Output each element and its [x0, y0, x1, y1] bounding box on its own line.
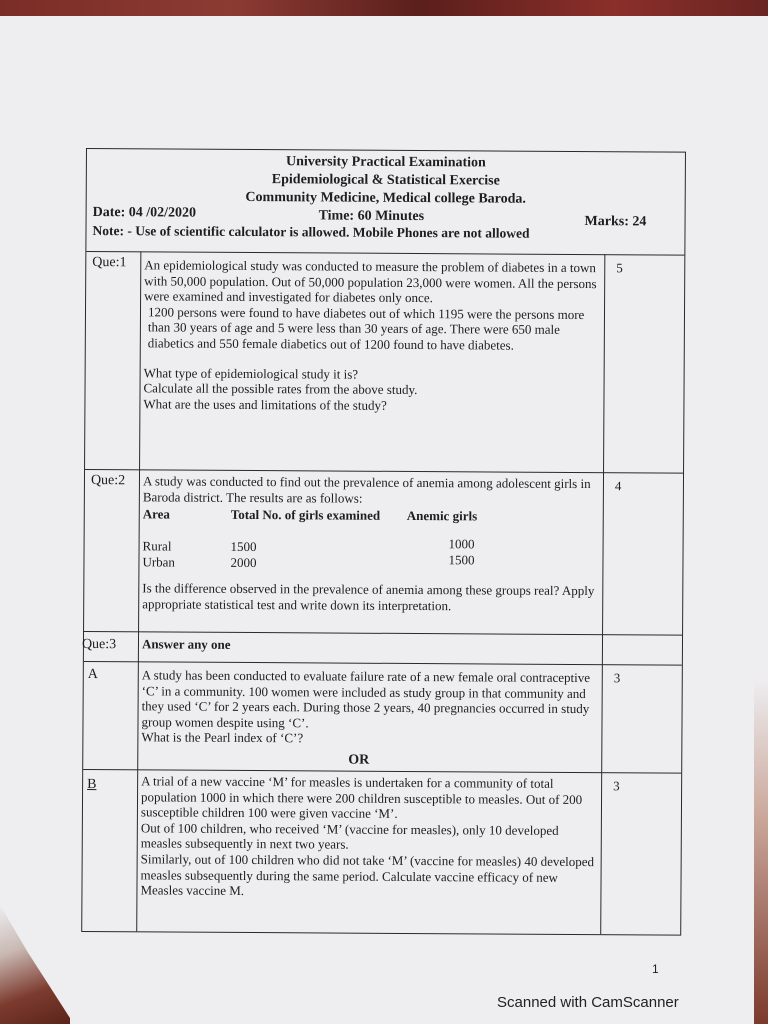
- row-rural-area: Rural: [142, 538, 172, 554]
- question-3-label: Que:3: [81, 636, 117, 653]
- question-1-marks: 5: [616, 260, 623, 276]
- row-urban-area: Urban: [142, 554, 176, 570]
- q1-paragraph-1: An epidemiological study was conducted to measure the problem of diabetes in a town with 50,000 population. Out of 50,000 population 23,000 were women. All the persons were examined and investigated for diabetes only once.: [144, 257, 597, 306]
- background-corner: [0, 905, 70, 1024]
- row-rural-anemic: 1000: [448, 536, 475, 552]
- row-urban-anemic: 1500: [448, 552, 475, 568]
- exam-date: Date: 04 /02/2020: [92, 205, 197, 221]
- divider: [84, 661, 682, 666]
- q1-ask-3: What are the uses and limitations of the study?: [143, 396, 387, 413]
- option-a-body: A study has been conducted to evaluate failure rate of a new female oral contraceptive ‘C’ in a community. 100 women were included as study group in that community and they used ‘C’ for 2 years each. During those 2 years, 40 pregnancies occurred in study group women despite using ‘C’.: [141, 667, 591, 731]
- option-b-label: B: [87, 777, 97, 793]
- anemia-table: [142, 507, 598, 576]
- col-anemic: Anemic girls: [406, 508, 478, 524]
- q2-question: Is the difference observed in the prevalence of anemia among these groups real? Apply appropriate statistical test and write down its interpretation.: [142, 580, 595, 614]
- question-2-marks: 4: [614, 478, 622, 494]
- option-b-body-2: Out of 100 children, who received ‘M’ (vaccine for measles), only 10 developed measles subsequently in next two years.: [140, 820, 559, 852]
- exam-sheet: [81, 148, 686, 936]
- marks-column-line: [600, 254, 605, 934]
- question-1-text: [143, 257, 600, 414]
- exam-note: Note: - Use of scientific calculator is allowed. Mobile Phones are not allowed: [92, 223, 530, 241]
- col-total: Total No. of girls examined: [230, 507, 381, 523]
- q2-intro: A study was conducted to find out the prevalence of anemia among adolescent girls in Baroda district. The results are as follows:: [142, 473, 591, 506]
- row-urban-total: 2000: [230, 555, 257, 571]
- divider: [84, 631, 682, 636]
- question-2-label: Que:2: [90, 473, 126, 489]
- option-a-text: [141, 667, 597, 748]
- scanner-watermark: Scanned with CamScanner: [497, 994, 679, 1011]
- q1-ask-2: Calculate all the possible rates from the above study.: [143, 380, 418, 398]
- option-b-body-1: A trial of a new vaccine ‘M’ for measles is undertaken for a community of total population 1000 in which there were 200 children susceptible to measles. Out of 200 susceptible children 100 were given vaccine ‘M’.: [140, 773, 583, 822]
- question-3-instruction: Answer any one: [141, 636, 231, 652]
- col-area: Area: [142, 506, 171, 522]
- exam-title: University Practical Examination: [285, 154, 486, 171]
- question-2-text: [142, 473, 599, 614]
- exam-header: [86, 149, 685, 253]
- page-number: 1: [652, 962, 659, 976]
- option-b-text: [140, 773, 597, 901]
- background-fabric-strip: [0, 0, 768, 16]
- option-a-marks: 3: [613, 670, 621, 686]
- option-a-ask: What is the Pearl index of ‘C’?: [141, 729, 304, 746]
- question-1-label: Que:1: [92, 255, 127, 271]
- exam-marks: Marks: 24: [584, 214, 647, 230]
- institution-line: Community Medicine, Medical college Baroda.: [245, 189, 526, 207]
- q1-ask-1: What type of epidemiological study it is?: [143, 364, 359, 382]
- background-edge: [754, 680, 768, 1024]
- or-separator: OR: [348, 752, 370, 768]
- row-rural-total: 1500: [230, 539, 257, 555]
- exam-time: Time: 60 Minutes: [318, 208, 425, 225]
- option-b-marks: 3: [613, 778, 620, 794]
- q1-paragraph-2: 1200 persons were found to have diabetes out of which 1195 were the persons more than 30 years of age and 5 were less than 30 years of age. There were 650 male diabetics and 550 female diabetics out of 1200 found to have diabetes.: [147, 304, 585, 353]
- exam-subtitle: Epidemiological & Statistical Exercise: [271, 172, 500, 189]
- option-a-label: A: [87, 667, 98, 683]
- option-b-body-3: Similarly, out of 100 children who did not take ‘M’ (vaccine for measles) 40 developed measles subsequently during the same period. Calculate vaccine efficacy of new Measles vaccine M.: [140, 851, 595, 899]
